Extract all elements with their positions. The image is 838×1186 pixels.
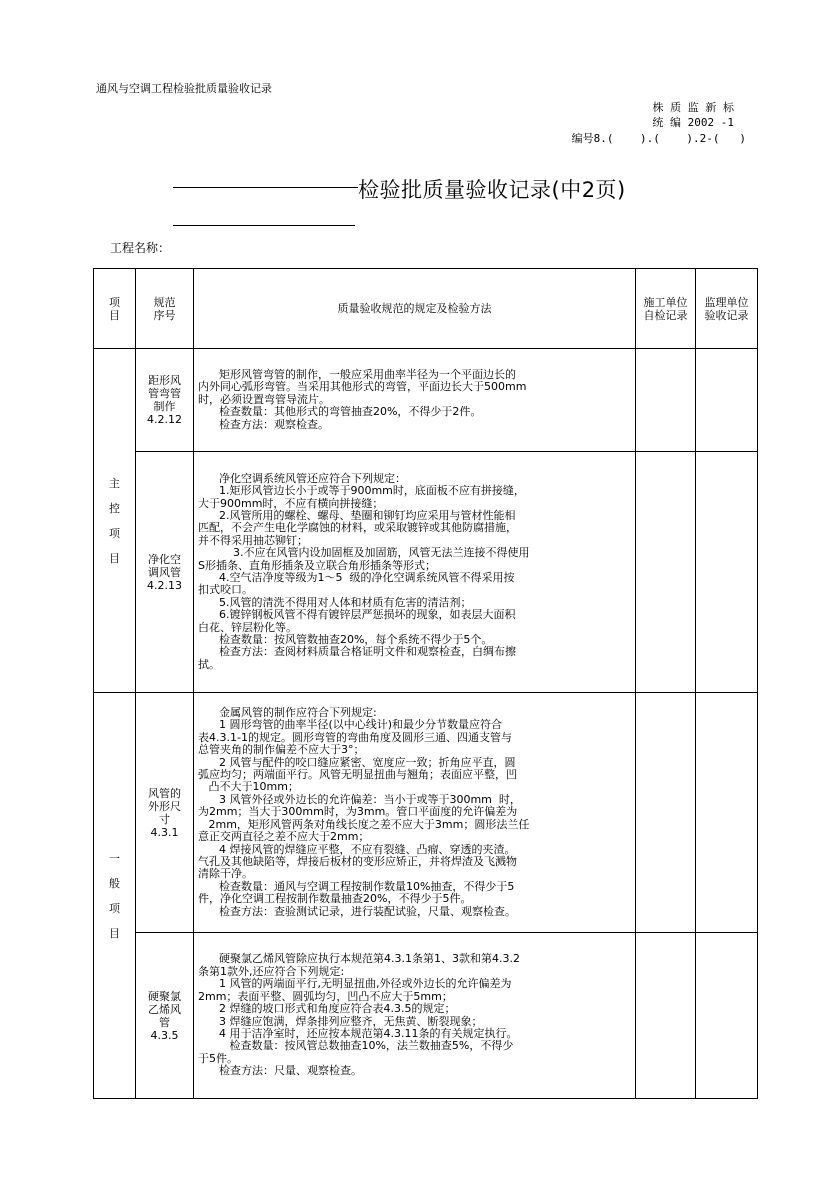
record-number: 编号8.( ).( ).2-( ): [571, 132, 746, 145]
content-line: 4 焊接风管的焊缝应平整，不应有裂缝、凸瘤、穿透的夹渣。: [198, 842, 516, 856]
header-content: 质量验收规范的规定及检验方法: [194, 269, 636, 349]
content-line: 为2mm；当大于300mm时，为3mm。管口平面度的允许偏差为: [198, 805, 518, 819]
spec-text: 距形风: [148, 374, 181, 387]
content-line: 检查方法：观察检查。: [198, 417, 329, 431]
content-line: 拭。: [198, 657, 220, 671]
subtitle-blank-line: [173, 225, 355, 226]
spec-text: 制作: [153, 400, 176, 413]
spec-text: 寸: [159, 812, 170, 826]
content-line: 内外同心弧形弯管。当采用其他形式的弯管，平面边长大于500mm: [198, 380, 527, 394]
spec-cell: [136, 693, 194, 933]
inspection-table: [93, 268, 758, 1099]
supervisor-cell[interactable]: [696, 933, 758, 1099]
content-line: 矩形风管弯管的制作，一般应采用曲率半径为一个平面边长的: [198, 367, 516, 381]
content-line: 4.空气洁净度等级为1～5 级的净化空调系统风管不得采用按: [198, 571, 515, 584]
content-line: 总管夹角的制作偏差不应大于3°；: [198, 743, 365, 757]
content-line: 2 风管与配件的咬口缝应紧密、宽度应一致；折角应平直，圆: [198, 755, 516, 769]
header-spec: 规范 序号: [136, 269, 194, 349]
content-line: 检查数量：按风管总数抽查10%，法兰数抽查5%，不得少: [198, 1039, 514, 1053]
spec-text: 调风管: [148, 565, 181, 579]
content-line: 4 用于洁净室时，还应按本规范第4.3.11条的有关规定执行。: [198, 1026, 518, 1040]
table-row: [94, 452, 758, 693]
spec-text: 外形尺: [148, 799, 181, 813]
content-line: 检查数量：通风与空调工程按制作数量10%抽查，不得少于5: [198, 879, 515, 893]
self-check-cell[interactable]: [636, 349, 696, 452]
content-line: 条第1款外,还应符合下列规定:: [198, 964, 345, 978]
content-line: 3 焊缝应饱满，焊条排列应整齐，无焦黄、断裂现象；: [198, 1014, 483, 1028]
self-check-cell[interactable]: [636, 693, 696, 933]
spec-cell: [136, 452, 194, 693]
content-line: 白花、锌层粉化等。: [198, 620, 297, 634]
supervisor-cell[interactable]: [696, 349, 758, 452]
content-line: 2mm，矩形风管两条对角线长度之差不应大于3mm；圆形法兰任: [198, 817, 530, 831]
standard-line-2: 统 编 2002 -1: [652, 116, 734, 129]
content-line: 匹配，不会产生电化学腐蚀的材料，或采取镀锌或其他防腐措施，: [198, 521, 517, 535]
content-line: 检查数量：按风管数抽查20%，每个系统不得少于5个。: [198, 633, 493, 647]
content-line: 大于900mm时，不应有横向拼接缝；: [198, 496, 384, 510]
content-line: 气孔及其他缺陷等，焊接后板材的变形应矫正，并将焊渣及飞溅物: [198, 854, 517, 868]
header-item: 项 目: [94, 269, 136, 349]
content-line: 3.不应在风管内设加固框及加固筋，风管无法兰连接不得使用: [198, 546, 530, 560]
header-supervisor: 监理单位 验收记录: [696, 269, 758, 349]
supervisor-cell[interactable]: [696, 693, 758, 933]
content-cell: [194, 933, 636, 1099]
content-line: 意正交两直径之差不应大于2mm；: [198, 830, 370, 844]
self-check-cell[interactable]: [636, 933, 696, 1099]
standard-line-1: 株 质 监 新 标: [652, 101, 734, 114]
supervisor-cell[interactable]: [696, 452, 758, 693]
content-line: 金属风管的制作应符合下列规定:: [198, 706, 377, 720]
content-line: 检查方法：查验测试记录，进行装配试验，尺量、观察检查。: [198, 904, 516, 918]
title-blank-line: [173, 187, 358, 188]
content-line: 6.镀锌钢板风管不得有镀锌层严惩损坏的现象，如表层大面积: [198, 608, 516, 622]
content-line: 1.矩形风管边长小于或等于900mm时，底面板不应有拼接缝，: [198, 484, 525, 498]
self-check-cell[interactable]: [636, 452, 696, 693]
spec-text: 硬聚氯: [148, 989, 181, 1003]
spec-text: 4.2.13: [147, 578, 182, 592]
content-line: 清除干净。: [198, 867, 253, 881]
spec-cell: [136, 349, 194, 452]
content-line: 凸不大于10mm；: [198, 780, 299, 794]
content-line: S形插条、直角形插条及立联合角形插条等形式；: [198, 558, 436, 572]
content-cell: [194, 349, 636, 452]
spec-text: 净化空: [148, 552, 181, 566]
content-line: 扣式咬口。: [198, 583, 253, 597]
content-line: 件，净化空调工程按制作数量抽查20%，不得少于5件。: [198, 892, 472, 906]
content-line: 弧应均匀；两端面平行。风管无明显扭曲与翘角；表面应平整，凹: [198, 768, 517, 782]
spec-text: 4.2.12: [147, 413, 182, 426]
content-line: 并不得采用抽芯铆钉；: [198, 533, 308, 547]
content-line: 检查方法：尺量、观察检查。: [198, 1064, 362, 1078]
table-row: [94, 349, 758, 452]
table-row: [94, 693, 758, 933]
spec-text: 风管的: [148, 786, 181, 800]
spec-text: 4.3.5: [150, 1028, 179, 1042]
content-cell: [194, 452, 636, 693]
doc-category: 通风与空调工程检验批质量验收记录: [96, 82, 272, 95]
content-line: 5.风管的清洗不得用对人体和材质有危害的清洁剂；: [198, 595, 472, 609]
table-header-row: [94, 269, 758, 349]
page-title: 检验批质量验收记录(中2页): [358, 178, 626, 202]
spec-text: 管弯管: [148, 387, 181, 400]
content-line: 检查数量：其他形式的弯管抽查20%，不得少于2件。: [198, 405, 482, 419]
header-self-check: 施工单位 自检记录: [636, 269, 696, 349]
content-line: 时，必须设置弯管导流片。: [198, 392, 330, 406]
spec-text: 4.3.1: [150, 825, 179, 839]
content-line: 于5件。: [198, 1051, 238, 1065]
content-line: 表4.3.1-1的规定。圆形弯管的弯曲角度及圆形三通、四通支管与: [198, 730, 512, 744]
content-line: 2 焊缝的坡口形式和角度应符合表4.3.5的规定；: [198, 1002, 456, 1016]
table-row: [94, 933, 758, 1099]
content-line: 2.风管所用的螺栓、螺母、垫圈和铆钉均应采用与管材性能相: [198, 508, 516, 522]
project-name-label: 工程名称：: [110, 241, 171, 255]
content-line: 2mm；表面平整、圆弧均匀，凹凸不应大于5mm；: [198, 989, 453, 1003]
content-line: 硬聚氯乙烯风管除应执行本规范第4.3.1条第1、3款和第4.3.2: [198, 952, 520, 966]
content-line: 1 圆形弯管的曲率半径(以中心线计)和最少分节数量应符合: [198, 718, 503, 732]
content-line: 净化空调系统风管还应符合下列规定：: [198, 471, 406, 485]
group-main-control: 主 控 项 目: [94, 349, 136, 693]
spec-text: 管: [159, 1015, 170, 1029]
content-cell: [194, 693, 636, 933]
content-line: 检查方法：查阅材料质量合格证明文件和观察检查，白绸布擦: [198, 645, 516, 659]
content-line: 3 风管外径或外边长的允许偏差：当小于或等于300mm 时，: [198, 792, 521, 806]
spec-text: 乙烯风: [148, 1002, 181, 1016]
group-general: 一 般 项 目: [94, 693, 136, 1099]
spec-cell: [136, 933, 194, 1099]
content-line: 1 风管的两端面平行,无明显扭曲,外径或外边长的允许偏差为: [198, 977, 512, 991]
